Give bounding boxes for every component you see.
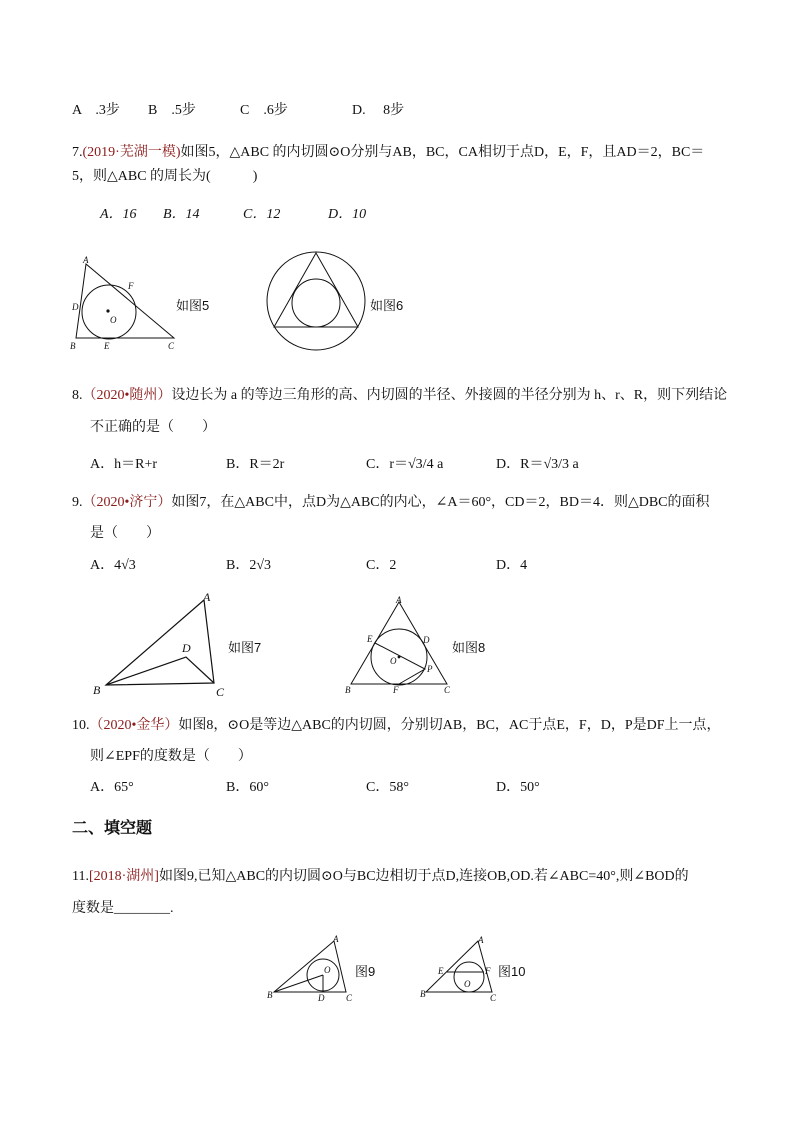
q11-text1: 如图9,已知△ABC的内切圆⊙O与BC边相切于点D,连接OB,OD.若∠ABC=40°,则∠BOD的 bbox=[158, 869, 689, 884]
fig7-label-d: D bbox=[182, 641, 191, 655]
q9-line1 bbox=[72, 494, 710, 512]
q6-option-c: C .6步 bbox=[240, 103, 288, 118]
fig10-label-f: F bbox=[485, 966, 491, 976]
fig7-triangle bbox=[106, 600, 214, 685]
fig9-caption: 图9 bbox=[355, 964, 376, 979]
q10-option-a: A．65° bbox=[90, 780, 134, 795]
figure-6 bbox=[266, 250, 368, 352]
q8-source: （2020•随州） bbox=[82, 388, 172, 403]
fig7-label-c: C bbox=[216, 685, 225, 699]
q7-line2: 5，则△ABC 的周长为( ) bbox=[72, 169, 258, 184]
q9-option-d: D．4 bbox=[496, 558, 528, 573]
figure-10 bbox=[420, 935, 500, 1001]
q7-number: 7. bbox=[72, 145, 83, 160]
fig8-label-d: D bbox=[423, 635, 430, 645]
q6-option-b: B .5步 bbox=[148, 103, 196, 118]
q8-option-a: A．h＝R+r bbox=[90, 457, 158, 472]
fig5-label-f: F bbox=[128, 281, 134, 291]
fig9-label-b: B bbox=[267, 990, 273, 1000]
q10-line2: 则∠EPF的度数是（ ） bbox=[90, 749, 252, 764]
q7-text1: 如图5，△ABC 的内切圆⊙O分别与AB，BC，CA相切于点D，E，F，且AD＝2，BC＝ bbox=[180, 145, 705, 160]
figure-9 bbox=[266, 935, 356, 1001]
fig8-label-b: B bbox=[345, 685, 351, 695]
q10-line1 bbox=[72, 717, 721, 735]
q8-option-c: C．r＝√3/4 a bbox=[366, 457, 444, 472]
fig10-label-o: O bbox=[464, 979, 471, 989]
section-title-fill-in: 二、填空题 bbox=[72, 820, 153, 837]
fig10-label-b: B bbox=[420, 989, 426, 999]
fig5-label-e: E bbox=[104, 341, 110, 351]
q10-number: 10. bbox=[72, 718, 90, 733]
q6-option-d: D. 8步 bbox=[352, 103, 405, 118]
q11-source: [2018·湖州] bbox=[88, 869, 159, 884]
fig7-caption: 如图7 bbox=[228, 640, 262, 655]
fig8-center-dot bbox=[398, 656, 401, 659]
q9-option-b: B．2√3 bbox=[226, 558, 272, 573]
q11-line1 bbox=[72, 868, 689, 886]
q7-option-d: D．10 bbox=[328, 207, 367, 222]
fig8-triangle bbox=[351, 602, 447, 684]
q8-number: 8. bbox=[72, 388, 83, 403]
q8-text1: 设边长为 a 的等边三角形的高、内切圆的半径、外接圆的半径分别为 h、r、R，则下列结论 bbox=[171, 388, 728, 403]
q9-source: （2020•济宁） bbox=[82, 495, 172, 510]
q7-source: (2019·芜湖一模) bbox=[82, 145, 181, 160]
q7-option-c: C．12 bbox=[243, 207, 281, 222]
q10-option-b: B．60° bbox=[226, 780, 269, 795]
q8-option-d: D．R＝√3/3 a bbox=[496, 457, 579, 472]
q6-option-a: A .3步 bbox=[72, 103, 120, 118]
figure-7 bbox=[90, 590, 230, 700]
fig5-label-d: D bbox=[72, 302, 79, 312]
q9-option-a: A．4√3 bbox=[90, 558, 136, 573]
fig8-label-e: E bbox=[367, 634, 373, 644]
fig5-triangle bbox=[76, 264, 174, 338]
q10-source: （2020•金华） bbox=[89, 718, 179, 733]
fig5-label-a: A bbox=[83, 255, 89, 265]
fig10-label-c: C bbox=[490, 993, 497, 1003]
fig6-incircle bbox=[292, 279, 340, 327]
fig8-label-a: A bbox=[396, 595, 402, 605]
fig8-label-f: F bbox=[393, 685, 399, 695]
fig8-caption: 如图8 bbox=[452, 640, 486, 655]
q11-line2: 度数是________. bbox=[72, 901, 174, 916]
q7-option-a: A．16 bbox=[100, 207, 137, 222]
q11-number: 11. bbox=[72, 869, 89, 884]
fig10-label-a: A bbox=[478, 935, 484, 945]
figure-5 bbox=[66, 252, 186, 354]
fig6-caption: 如图6 bbox=[370, 298, 404, 313]
fig5-caption: 如图5 bbox=[176, 298, 210, 313]
fig9-label-o: O bbox=[324, 965, 331, 975]
q10-option-d: D．50° bbox=[496, 780, 540, 795]
fig8-label-c: C bbox=[444, 685, 451, 695]
q9-line2: 是（ ） bbox=[90, 526, 160, 541]
q7-option-b: B．14 bbox=[163, 207, 200, 222]
fig5-label-b: B bbox=[70, 341, 76, 351]
fig5-label-c: C bbox=[168, 341, 175, 351]
fig9-label-d: D bbox=[318, 993, 325, 1003]
fig5-center-dot bbox=[106, 309, 109, 312]
fig9-label-c: C bbox=[346, 993, 353, 1003]
fig5-label-o: O bbox=[110, 315, 117, 325]
fig6-triangle bbox=[274, 253, 358, 327]
q10-option-c: C．58° bbox=[366, 780, 409, 795]
fig8-label-p: P bbox=[427, 664, 433, 674]
q8-line1 bbox=[72, 387, 727, 405]
fig10-caption: 图10 bbox=[498, 964, 526, 979]
q7-line1 bbox=[72, 144, 704, 162]
q10-text1: 如图8，⊙O是等边△ABC的内切圆，分别切AB，BC，AC于点E，F，D，P是DF上一点， bbox=[178, 718, 721, 733]
fig7-label-b: B bbox=[93, 683, 101, 697]
fig10-label-e: E bbox=[438, 966, 444, 976]
q9-number: 9. bbox=[72, 495, 83, 510]
q9-text1: 如图7，在△ABC中，点D为△ABC的内心，∠A＝60°，CD＝2，BD＝4．则△DBC的面积 bbox=[171, 495, 710, 510]
fig6-circumcircle bbox=[267, 252, 365, 350]
q8-option-b: B．R＝2r bbox=[226, 457, 285, 472]
fig8-label-o: O bbox=[390, 656, 397, 666]
q8-line2: 不正确的是（ ） bbox=[90, 420, 216, 435]
fig9-label-a: A bbox=[333, 934, 339, 944]
q9-option-c: C．2 bbox=[366, 558, 397, 573]
figure-8 bbox=[343, 596, 453, 696]
fig7-label-a: A bbox=[203, 590, 211, 604]
